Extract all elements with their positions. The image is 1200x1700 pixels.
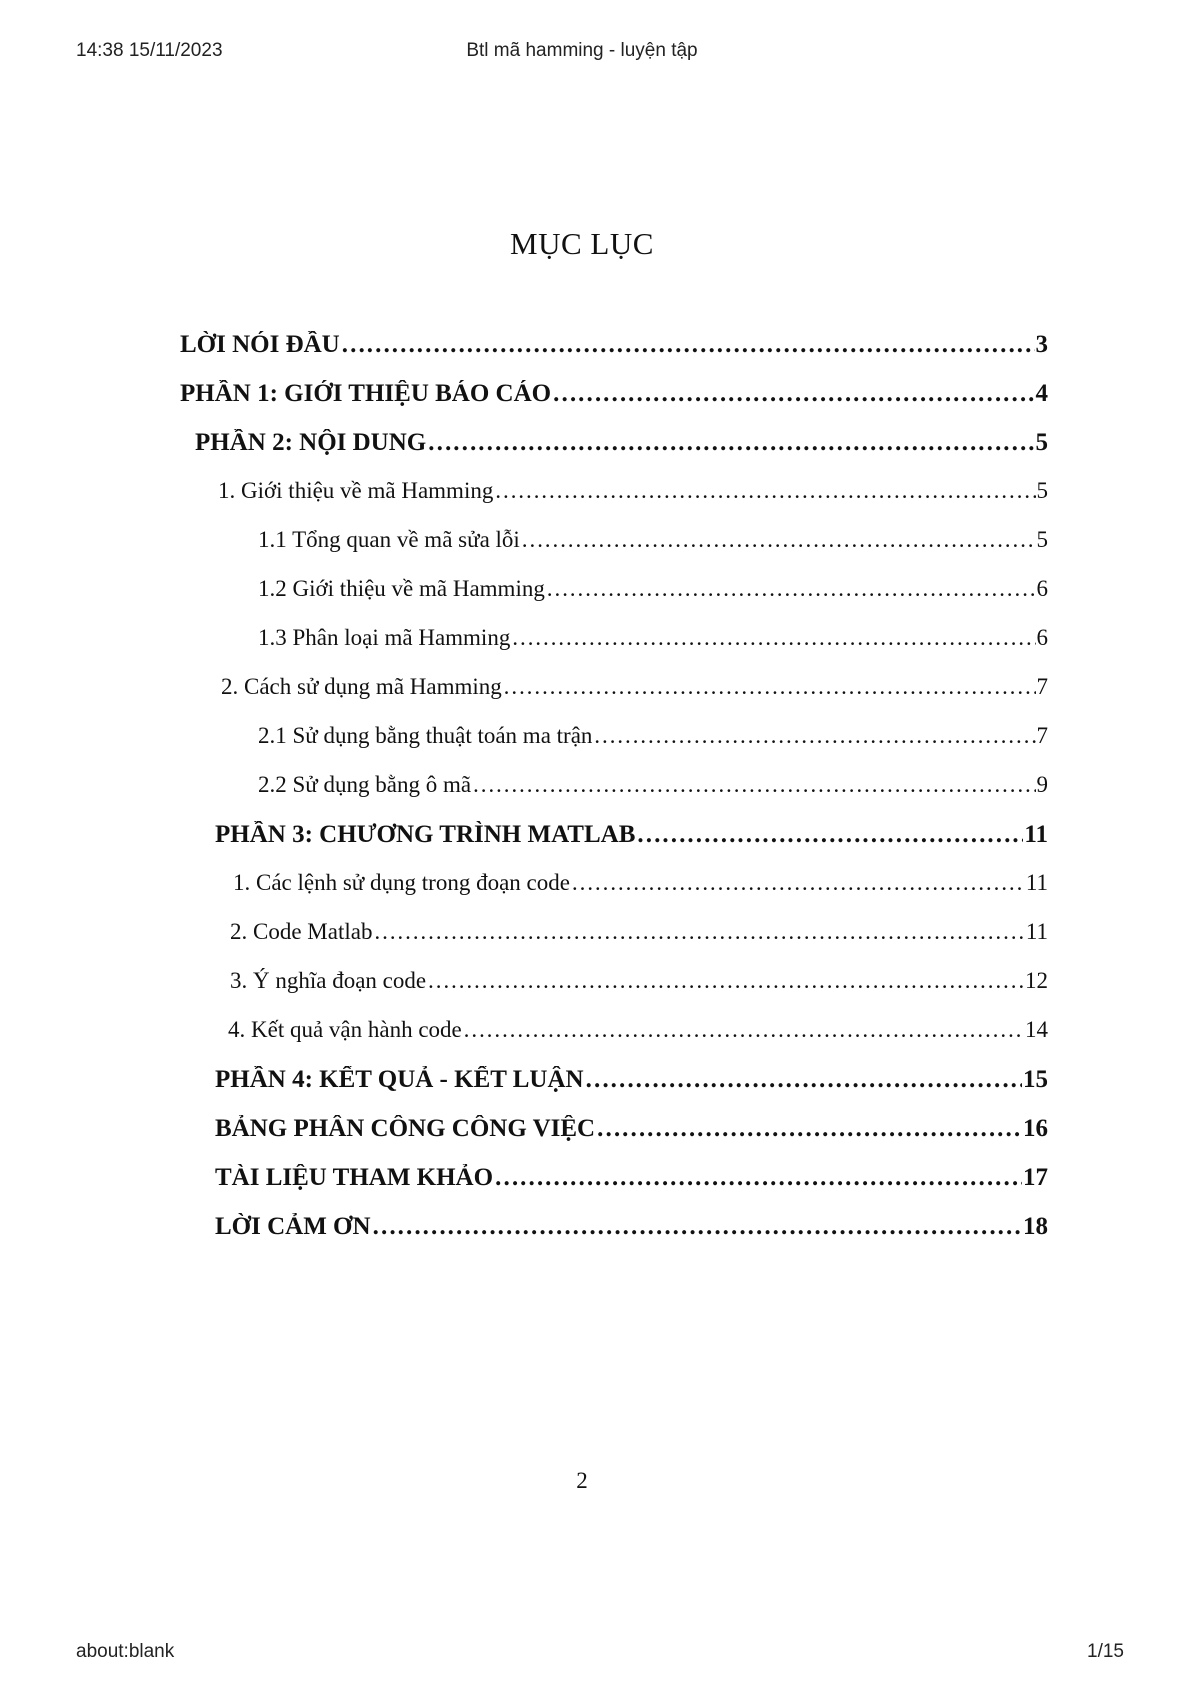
- toc-entry-label: LỜI CẢM ƠN: [215, 1213, 371, 1240]
- toc-entry-page: 3: [1035, 331, 1048, 358]
- toc-entry-label: 1.1 Tổng quan về mã sửa lỗi: [258, 527, 520, 552]
- toc-entry-page: 5: [1036, 527, 1048, 552]
- toc-entry-page: 14: [1025, 1017, 1048, 1042]
- toc-entry-page: 6: [1036, 576, 1048, 601]
- toc-entry[interactable]: [258, 625, 1048, 651]
- toc-dot-leader: [636, 821, 1023, 849]
- toc-dot-leader: [552, 380, 1034, 408]
- toc-dot-leader: [472, 772, 1035, 798]
- toc-entry-page: 9: [1036, 772, 1048, 797]
- print-doc-title: Btl mã hamming - luyện tập: [466, 40, 698, 61]
- page-title: MỤC LỤC: [510, 226, 654, 261]
- toc-entry-label: PHẦN 3: CHƯƠNG TRÌNH MATLAB: [215, 821, 636, 848]
- toc-dot-leader: [494, 1164, 1022, 1192]
- toc-entry[interactable]: [258, 576, 1048, 602]
- toc-entry-label: 2. Cách sử dụng mã Hamming: [221, 674, 502, 699]
- toc-entry[interactable]: [218, 478, 1048, 504]
- toc-dot-leader: [427, 968, 1024, 994]
- toc-entry-page: 6: [1036, 625, 1048, 650]
- toc-entry-page: 17: [1023, 1164, 1048, 1191]
- page-number: 2: [576, 1468, 588, 1493]
- toc-entry-page: 16: [1023, 1115, 1048, 1142]
- toc-entry-page: 11: [1025, 870, 1048, 895]
- toc-entry-label: 3. Ý nghĩa đoạn code: [230, 968, 427, 993]
- toc-entry-page: 7: [1036, 723, 1048, 748]
- print-datetime: 14:38 15/11/2023: [76, 40, 223, 61]
- toc-dot-leader: [593, 723, 1035, 749]
- toc-entry[interactable]: [215, 1213, 1048, 1241]
- toc-entry[interactable]: [215, 1066, 1048, 1094]
- toc-entry-label: TÀI LIỆU THAM KHẢO: [215, 1164, 494, 1191]
- toc-entry-label: 1. Giới thiệu về mã Hamming: [218, 478, 494, 503]
- toc-entry-page: 4: [1035, 380, 1048, 407]
- toc-entry-page: 5: [1036, 478, 1048, 503]
- toc-entry-page: 15: [1023, 1066, 1048, 1093]
- toc-entry[interactable]: [230, 919, 1048, 945]
- toc-entry[interactable]: [258, 723, 1048, 749]
- toc-entry[interactable]: [215, 821, 1048, 849]
- toc-entry-label: 2.1 Sử dụng bằng thuật toán ma trận: [258, 723, 593, 748]
- toc-entry-page: 5: [1035, 429, 1048, 456]
- toc-dot-leader: [503, 674, 1036, 700]
- toc-entry-label: PHẦN 1: GIỚI THIỆU BÁO CÁO: [180, 380, 552, 407]
- print-url[interactable]: about:blank: [76, 1641, 175, 1662]
- toc-dot-leader: [521, 527, 1036, 553]
- toc-entry-page: 11: [1025, 919, 1048, 944]
- toc-entry[interactable]: [221, 674, 1048, 700]
- toc-dot-leader: [596, 1115, 1022, 1143]
- toc-dot-leader: [427, 429, 1034, 457]
- toc-entry-label: 1. Các lệnh sử dụng trong đoạn code: [233, 870, 570, 895]
- toc-entry-page: 12: [1025, 968, 1048, 993]
- toc-dot-leader: [571, 870, 1025, 896]
- toc-entry[interactable]: [233, 870, 1048, 896]
- toc-entry[interactable]: [228, 1017, 1048, 1043]
- toc-entry[interactable]: [180, 331, 1048, 359]
- toc-dot-leader: [373, 919, 1024, 945]
- toc-dot-leader: [585, 1066, 1022, 1094]
- toc-entry[interactable]: [258, 527, 1048, 553]
- toc-entry-page: 7: [1036, 674, 1048, 699]
- toc-entry-page: 11: [1024, 821, 1048, 848]
- toc-dot-leader: [494, 478, 1035, 504]
- toc-entry[interactable]: [195, 429, 1048, 457]
- toc-entry-page: 18: [1023, 1213, 1048, 1240]
- toc-entry-label: 1.2 Giới thiệu về mã Hamming: [258, 576, 545, 601]
- toc-dot-leader: [546, 576, 1036, 602]
- print-page-count: 1/15: [1087, 1641, 1124, 1662]
- toc-dot-leader: [463, 1017, 1024, 1043]
- toc-entry-label: 2.2 Sử dụng bằng ô mã: [258, 772, 472, 797]
- toc-dot-leader: [372, 1213, 1022, 1241]
- toc-entry-label: PHẦN 4: KẾT QUẢ - KẾT LUẬN: [215, 1066, 584, 1093]
- toc-entry-label: BẢNG PHÂN CÔNG CÔNG VIỆC: [215, 1115, 596, 1142]
- toc-entry[interactable]: [180, 380, 1048, 408]
- toc-entry[interactable]: [215, 1164, 1048, 1192]
- toc-entry-label: LỜI NÓI ĐẦU: [180, 331, 340, 358]
- toc-entry[interactable]: [215, 1115, 1048, 1143]
- toc-entry-label: PHẦN 2: NỘI DUNG: [195, 429, 427, 456]
- toc-entry-label: 2. Code Matlab: [230, 919, 373, 944]
- toc-dot-leader: [511, 625, 1035, 651]
- print-footer: [0, 1641, 1200, 1671]
- toc-entry-label: 1.3 Phân loại mã Hamming: [258, 625, 511, 650]
- toc-entry[interactable]: [230, 968, 1048, 994]
- toc-dot-leader: [341, 331, 1035, 359]
- toc-entry-label: 4. Kết quả vận hành code: [228, 1017, 462, 1042]
- toc-entry[interactable]: [258, 772, 1048, 798]
